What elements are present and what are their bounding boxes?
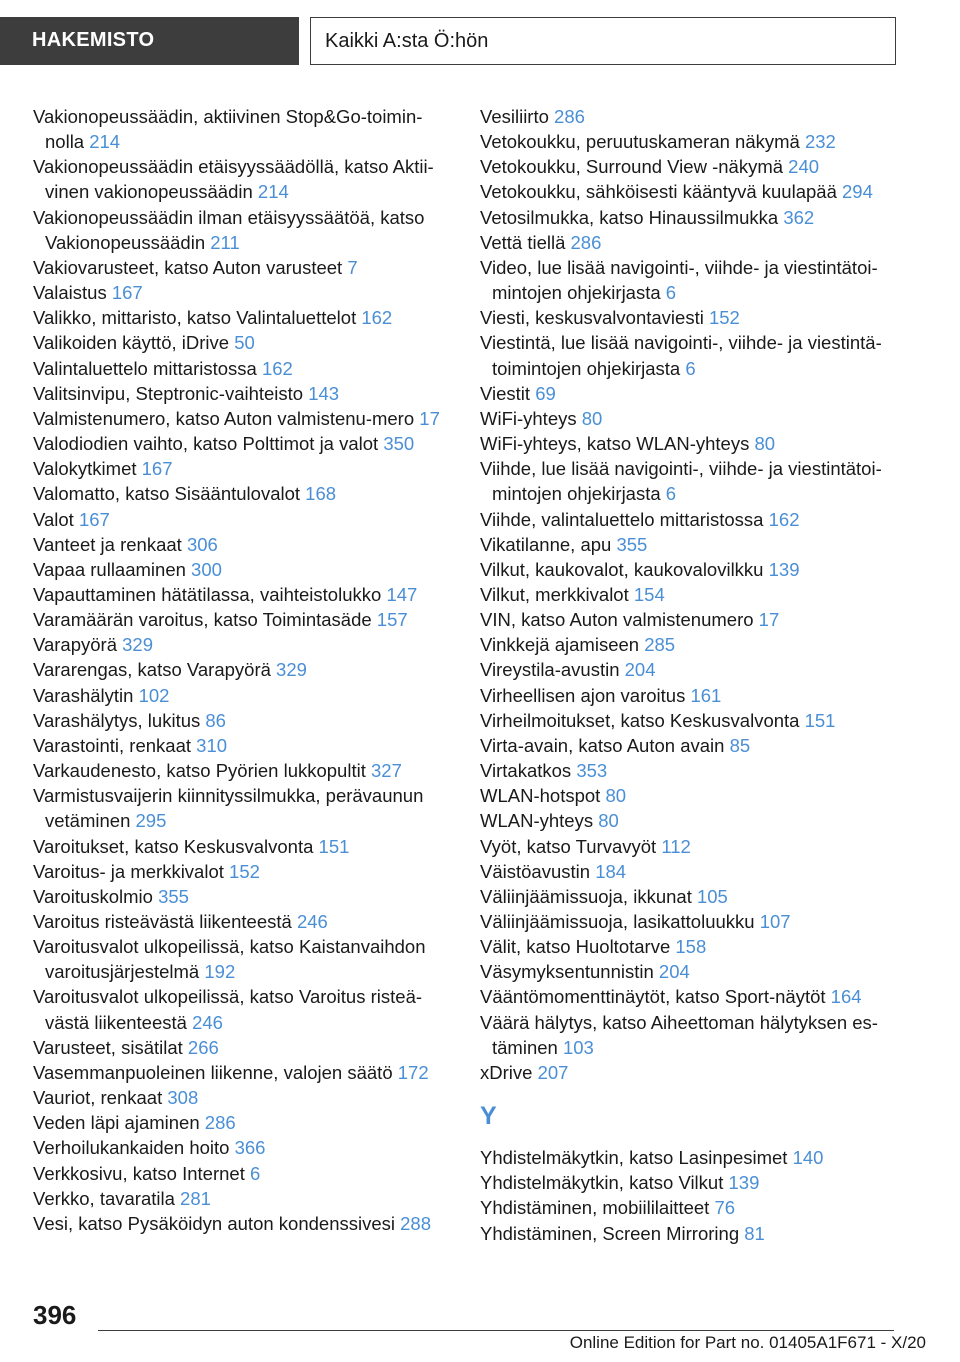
page-link[interactable]: 214 (257, 181, 289, 203)
index-entry (33, 205, 453, 255)
entry-text: Vikatilanne, apu (480, 533, 612, 555)
index-entry (480, 129, 900, 154)
entry-text: Virtakatkos (480, 760, 572, 782)
page-link[interactable]: 102 (138, 684, 170, 706)
page-link[interactable]: 161 (690, 684, 722, 706)
index-entry (33, 708, 453, 733)
index-entry (33, 984, 453, 1034)
index-entry (33, 1035, 453, 1060)
index-entry (480, 255, 900, 305)
page-link[interactable]: 281 (180, 1187, 211, 1209)
index-entry (33, 1161, 453, 1186)
page-link[interactable]: 329 (122, 634, 153, 656)
entry-text: Valomatto, katso Sisääntulovalot (33, 483, 301, 505)
entry-text: Viestit (480, 382, 531, 404)
entry-text: Väliinjäämissuoja, lasikattoluukku (480, 911, 755, 932)
index-entry (33, 431, 453, 456)
page-link[interactable]: 306 (186, 533, 218, 555)
entry-text: Virheellisen ajon varoitus (480, 684, 686, 706)
entry-text: Vapauttaminen hätätilassa, vaihteistolukko (33, 583, 382, 605)
index-entry (480, 104, 900, 129)
page-link[interactable]: 310 (196, 734, 228, 756)
page-link[interactable]: 204 (624, 659, 656, 681)
page-link[interactable]: 285 (644, 634, 676, 656)
index-entry (480, 1195, 900, 1220)
entry-text: Varoitusvalot ulkopeilissä, katso Varoitus risteä-västä liikenteestä (33, 986, 423, 1033)
index-entry (480, 733, 900, 758)
entry-text: Vettä tiellä (480, 231, 566, 253)
index-column-right (480, 104, 900, 1246)
index-entry (33, 154, 453, 204)
entry-text: Vararengas, katso Varapyörä (33, 659, 271, 681)
index-entry (480, 230, 900, 255)
page-link[interactable]: 86 (205, 709, 226, 731)
index-entry (480, 406, 900, 431)
page-link[interactable]: 184 (595, 860, 627, 882)
page-link[interactable]: 139 (768, 558, 800, 580)
page-link[interactable]: 112 (661, 835, 691, 857)
index-entry (33, 406, 453, 431)
entry-text: WiFi-yhteys (480, 407, 577, 429)
index-entry (480, 632, 900, 657)
index-entry (480, 1010, 900, 1060)
entry-text: Vakionopeussäädin etäisyyssäädöllä, katso Aktii-vinen vakionopeussäädin (33, 156, 434, 203)
page-link[interactable]: 157 (376, 609, 408, 631)
index-entry (480, 557, 900, 582)
index-entry (33, 1211, 453, 1236)
entry-text: Viesti, keskusvalvontaviesti (480, 307, 704, 329)
entry-text: Varkaudenesto, katso Pyörien lukkopultit (33, 760, 366, 782)
index-entry (480, 607, 900, 632)
page-link[interactable]: 355 (616, 533, 648, 555)
page-link[interactable]: 6 (685, 357, 696, 379)
index-entry (33, 1060, 453, 1085)
entry-text: Varashälytin (33, 684, 134, 706)
page-link[interactable]: 103 (562, 1036, 594, 1058)
page-link[interactable]: 152 (708, 307, 740, 329)
page-number: 396 (33, 1300, 77, 1330)
entry-text: Valodiodien vaihto, katso Polttimot ja valot (33, 433, 379, 455)
page-link[interactable]: 50 (234, 332, 255, 354)
entry-text: Väistöavustin (480, 860, 591, 882)
page-link[interactable]: 80 (605, 785, 627, 807)
entry-text: Vasemmanpuoleinen liikenne, valojen säätö (33, 1061, 393, 1083)
index-entry (480, 834, 900, 859)
page-link[interactable]: 246 (192, 1011, 223, 1033)
index-entry (480, 808, 900, 833)
entry-text: Vilkut, merkkivalot (480, 583, 629, 605)
index-entry (33, 557, 453, 582)
index-column-left (33, 104, 453, 1236)
page-link[interactable]: 355 (158, 885, 189, 907)
index-entry (33, 1186, 453, 1211)
entry-text: Varusteet, sisätilat (33, 1036, 183, 1058)
page-link[interactable]: 327 (371, 760, 402, 782)
index-entry (33, 532, 453, 557)
entry-text: Valintaluettelo mittaristossa (33, 357, 257, 379)
index-list-y (480, 1145, 900, 1246)
page-link[interactable]: 207 (537, 1061, 569, 1083)
index-entry (33, 104, 453, 154)
entry-text: Valmistenumero, katso Auton valmistenu-mero (33, 407, 415, 429)
page-link[interactable]: 164 (830, 986, 862, 1008)
index-entry (33, 356, 453, 381)
index-entry (480, 154, 900, 179)
entry-text: Verhoilukankaiden hoito (33, 1137, 230, 1159)
entry-text: Vinkkejä ajamiseen (480, 634, 640, 656)
index-entry (480, 381, 900, 406)
index-entry (33, 507, 453, 532)
index-entry (33, 909, 453, 934)
page-link[interactable]: 246 (296, 911, 328, 932)
entry-text: Vetokoukku, Surround View -näkymä (480, 156, 784, 178)
index-list-right (480, 104, 900, 1085)
page-link[interactable]: 329 (276, 659, 307, 681)
page-link[interactable]: 17 (758, 609, 780, 631)
entry-text: Varmistusvaijerin kiinnityssilmukka, perävaunun vetäminen (33, 785, 424, 832)
entry-text: Varapyörä (33, 634, 117, 656)
index-entry (33, 632, 453, 657)
index-entry (33, 456, 453, 481)
edition-text: Online Edition for Part no. 01405A1F671 - X/20 (569, 1333, 926, 1352)
entry-text: Verkkosivu, katso Internet (33, 1162, 245, 1184)
index-entry (33, 607, 453, 632)
entry-text: xDrive (480, 1061, 533, 1083)
index-entry (33, 381, 453, 406)
section-tab (0, 17, 299, 65)
page-link[interactable]: 211 (210, 231, 240, 253)
index-entry (33, 280, 453, 305)
index-entry (480, 1221, 900, 1246)
index-entry (33, 859, 453, 884)
index-entry (480, 532, 900, 557)
entry-text: Vanteet ja renkaat (33, 533, 182, 555)
index-entry (33, 733, 453, 758)
entry-text: Vesiliirto (480, 106, 549, 127)
entry-text: Virheilmoitukset, katso Keskusvalvonta (480, 709, 800, 731)
page-link[interactable]: 286 (554, 106, 585, 127)
index-entry (33, 305, 453, 330)
page-link[interactable]: 192 (204, 961, 236, 983)
index-entry (33, 481, 453, 506)
entry-text: Yhdistelmäkytkin, katso Vilkut (480, 1172, 724, 1194)
index-entry (33, 884, 453, 909)
page-link[interactable]: 85 (729, 734, 751, 756)
index-entry (480, 1145, 900, 1170)
index-entry (480, 305, 900, 330)
page-link[interactable]: 214 (89, 131, 121, 153)
page-link[interactable]: 7 (347, 256, 358, 278)
index-entry (480, 179, 900, 204)
page-link[interactable]: 167 (78, 508, 110, 530)
page-link[interactable]: 143 (308, 382, 340, 404)
entry-text: Vetokoukku, peruutuskameran näkymä (480, 131, 800, 153)
entry-text: Väliinjäämissuoja, ikkunat (480, 885, 692, 907)
index-entry (480, 959, 900, 984)
index-entry (480, 507, 900, 532)
page-link[interactable]: 295 (135, 810, 167, 832)
index-entry (480, 1060, 900, 1085)
page-link[interactable]: 6 (665, 483, 677, 505)
entry-text: WLAN-yhteys (480, 810, 594, 832)
page-link[interactable]: 350 (383, 433, 415, 455)
page-link[interactable]: 151 (804, 709, 836, 731)
index-entry (480, 431, 900, 456)
entry-text: Virta-avain, katso Auton avain (480, 734, 725, 756)
entry-text: Varashälytys, lukitus (33, 709, 201, 731)
page-link[interactable]: 353 (576, 760, 608, 782)
page-link[interactable]: 147 (386, 583, 418, 605)
index-entry (480, 859, 900, 884)
page-link[interactable]: 80 (754, 433, 776, 455)
chapter-title: Kaikki A:sta Ö:hön (325, 30, 489, 52)
entry-text: Yhdistäminen, mobiililaitteet (480, 1197, 710, 1219)
index-entry (480, 934, 900, 959)
page-link[interactable]: 168 (305, 483, 337, 505)
page-link[interactable]: 154 (633, 583, 665, 605)
entry-text: Yhdistelmäkytkin, katso Lasinpesimet (480, 1147, 788, 1169)
page-link[interactable]: 240 (788, 156, 820, 178)
index-entry (33, 834, 453, 859)
page-link[interactable]: 266 (187, 1036, 219, 1058)
entry-text: Vireystila-avustin (480, 659, 620, 681)
page-link[interactable]: 105 (696, 885, 728, 907)
index-entry (480, 205, 900, 230)
entry-text: Verkko, tavaratila (33, 1187, 175, 1209)
entry-text: Vauriot, renkaat (33, 1087, 163, 1109)
entry-text: Varamäärän varoitus, katso Toimintasäde (33, 609, 372, 631)
entry-text: WiFi-yhteys, katso WLAN-yhteys (480, 433, 750, 455)
letter-heading: Y (480, 1102, 497, 1131)
index-entry (33, 1085, 453, 1110)
entry-text: Varoitus- ja merkkivalot (33, 860, 224, 882)
index-entry (480, 758, 900, 783)
entry-text: Vapaa rullaaminen (33, 558, 186, 580)
page-link[interactable]: 167 (111, 282, 143, 304)
page-link[interactable]: 204 (658, 961, 690, 983)
entry-text: Vakionopeussäädin ilman etäisyyssäätöä, katso Vakionopeussäädin (33, 206, 425, 253)
page-link[interactable]: 288 (400, 1212, 432, 1234)
entry-text: Valitsinvipu, Steptronic-vaihteisto (33, 382, 304, 404)
entry-text: Väsymyksentunnistin (480, 961, 654, 983)
index-entry (480, 909, 900, 934)
index-entry (33, 657, 453, 682)
entry-text: Vääntömomenttinäytöt, katso Sport-näytöt (480, 986, 826, 1008)
page-link[interactable]: 308 (167, 1087, 199, 1109)
page-link[interactable]: 167 (141, 458, 173, 480)
index-entry (480, 984, 900, 1009)
page-link[interactable]: 80 (581, 407, 603, 429)
page-link[interactable]: 362 (783, 206, 815, 228)
entry-text: Väärä hälytys, katso Aiheettoman hälytyksen es-täminen (480, 1011, 878, 1058)
index-entry (480, 783, 900, 808)
index-entry (480, 456, 900, 506)
page-link[interactable]: 107 (759, 911, 791, 932)
entry-text: Varoituskolmio (33, 885, 153, 907)
page-link[interactable]: 286 (570, 231, 602, 253)
entry-text: Valaistus (33, 282, 107, 304)
index-entry (480, 582, 900, 607)
index-entry (480, 708, 900, 733)
page-link[interactable]: 140 (792, 1147, 824, 1169)
entry-text: Varoitusvalot ulkopeilissä, katso Kaistanvaihdon varoitusjärjestelmä (33, 936, 426, 983)
entry-text: Viihde, lue lisää navigointi-, viihde- ja viestintätoi-mintojen ohjekirjasta (480, 458, 882, 505)
entry-text: Valikoiden käyttö, iDrive (33, 332, 230, 354)
entry-text: Valikko, mittaristo, katso Valintaluettelot (33, 307, 357, 329)
entry-text: Varoitus risteävästä liikenteestä (33, 911, 292, 932)
index-entry (33, 330, 453, 355)
entry-text: Vesi, katso Pysäköidyn auton kondenssivesi (33, 1212, 395, 1234)
page-link[interactable]: 76 (714, 1197, 736, 1219)
entry-text: Vetokoukku, sähköisesti kääntyvä kuulapää (480, 181, 837, 203)
page-link[interactable]: 172 (397, 1061, 429, 1083)
index-entry (33, 1135, 453, 1160)
entry-text: Veden läpi ajaminen (33, 1112, 200, 1134)
index-entry (480, 657, 900, 682)
index-entry (480, 683, 900, 708)
entry-text: Video, lue lisää navigointi-, viihde- ja viestintätoi-mintojen ohjekirjasta (480, 256, 878, 304)
section-title: HAKEMISTO (32, 29, 155, 51)
page-link[interactable]: 232 (804, 131, 836, 153)
page-link[interactable]: 81 (744, 1222, 765, 1244)
entry-text: Välit, katso Huoltotarve (480, 936, 671, 958)
page-link[interactable]: 6 (249, 1162, 261, 1184)
page-link[interactable]: 294 (842, 181, 873, 203)
page-link[interactable]: 162 (261, 357, 293, 379)
entry-text: Vyöt, katso Turvavyöt (480, 835, 657, 857)
entry-text: Varoitukset, katso Keskusvalvonta (33, 835, 314, 857)
page-link[interactable]: 158 (675, 936, 707, 958)
entry-text: Viestintä, lue lisää navigointi-, viihde- ja viestintä-toimintojen ohjekirjasta (480, 332, 882, 379)
page-link[interactable]: 300 (191, 558, 222, 580)
index-entry (480, 884, 900, 909)
page-link[interactable]: 152 (229, 860, 260, 882)
entry-text: Vakiovarusteet, katso Auton varusteet (33, 256, 343, 278)
index-entry (33, 1110, 453, 1135)
entry-text: WLAN-hotspot (480, 785, 601, 807)
page-link[interactable]: 366 (234, 1137, 266, 1159)
page-link[interactable]: 80 (598, 810, 619, 832)
entry-text: Valot (33, 508, 74, 530)
entry-text: VIN, katso Auton valmistenumero (480, 609, 754, 631)
index-entry (33, 582, 453, 607)
index-entry (33, 934, 453, 984)
entry-text: Yhdistäminen, Screen Mirroring (480, 1222, 740, 1244)
page-link[interactable]: 139 (728, 1172, 760, 1194)
entry-text: Vilkut, kaukovalot, kaukovalovilkku (480, 558, 764, 580)
page-link[interactable]: 151 (318, 835, 350, 857)
footer-divider (98, 1330, 894, 1331)
entry-text: Vetosilmukka, katso Hinaussilmukka (480, 206, 779, 228)
entry-text: Vakionopeussäädin, aktiivinen Stop&Go-toimin-nolla (33, 106, 423, 153)
page-link[interactable]: 69 (535, 382, 556, 404)
page-link[interactable]: 162 (768, 508, 800, 530)
page-link[interactable]: 162 (361, 307, 393, 329)
entry-text: Varastointi, renkaat (33, 734, 192, 756)
page-link[interactable]: 286 (204, 1112, 236, 1134)
index-entry (33, 783, 453, 833)
index-entry (480, 330, 900, 380)
chapter-header (310, 17, 896, 65)
entry-text: Valokytkimet (33, 458, 137, 480)
entry-text: Viihde, valintaluettelo mittaristossa (480, 508, 764, 530)
index-entry (33, 758, 453, 783)
page-link[interactable]: 17 (419, 407, 440, 429)
page-link[interactable]: 6 (665, 282, 677, 304)
index-entry (33, 683, 453, 708)
index-entry (480, 1170, 900, 1195)
index-entry (33, 255, 453, 280)
